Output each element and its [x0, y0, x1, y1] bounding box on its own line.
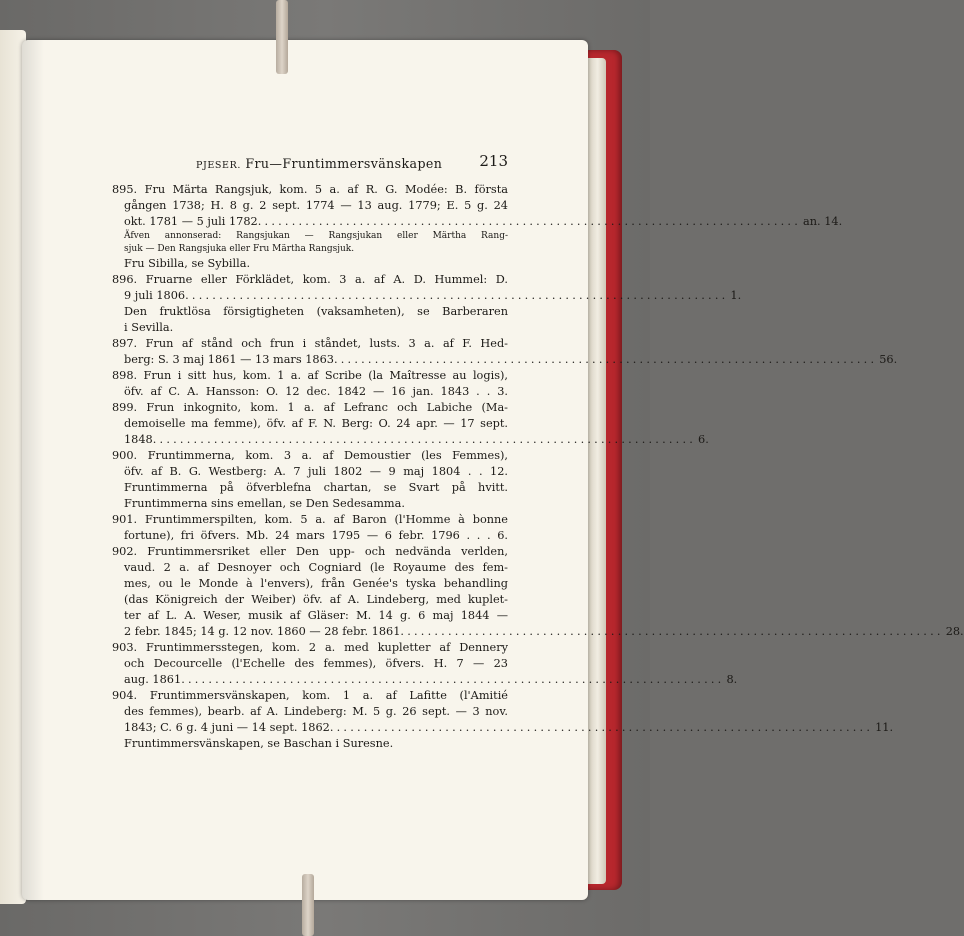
- text-line: öfv. af B. G. Westberg: A. 7 juli 1802 — 9 maj 1804 . . 12.: [124, 465, 508, 478]
- line-end-value: 28.: [945, 625, 964, 638]
- text-line: Den fruktlösa försigtigheten (vaksamheten), se Barberaren: [124, 305, 508, 318]
- text-line: des femmes), bearb. af A. Lindeberg: M. 5 g. 26 sept. — 3 nov.: [124, 705, 508, 718]
- line-text: berg: S. 3 maj 1861 — 13 mars 1863: [124, 353, 334, 366]
- line-text: aug. 1861: [124, 673, 182, 686]
- text-line: [112, 624, 964, 640]
- text-line: och Decourcelle (l'Echelle des femmes), öfvers. H. 7 — 23: [124, 657, 508, 670]
- line-text: 2 febr. 1845; 14 g. 12 nov. 1860 — 28 febr. 1861: [124, 625, 401, 638]
- text-line: Äfven annonserad: Rangsjukan — Rangsjukan eller Märtha Rang-: [124, 231, 508, 241]
- text-line: 899. Frun inkognito, kom. 1 a. af Lefranc och Labiche (Ma-: [112, 401, 508, 414]
- text-line: 896. Fruarne eller Förklädet, kom. 3 a. af A. D. Hummel: D.: [112, 273, 508, 286]
- bookmark-ribbon-bottom: [302, 874, 314, 936]
- line-text: 1843; C. 6 g. 4 juni — 14 sept. 1862: [124, 721, 330, 734]
- line-text: 1848: [124, 433, 153, 446]
- line-text: 9 juli 1806: [124, 289, 186, 302]
- line-text: okt. 1781 — 5 juli 1782: [124, 215, 258, 228]
- line-end-value: 56.: [879, 353, 898, 366]
- dot-leader: ................................................................................: [400, 625, 944, 638]
- text-line: Fruntimmerna på öfverblefna chartan, se Svart på hvitt.: [124, 481, 508, 494]
- text-line: 898. Frun i sitt hus, kom. 1 a. af Scribe (la Maîtresse au logis),: [112, 369, 508, 382]
- text-line: 897. Frun af stånd och frun i ståndet, lusts. 3 a. af F. Hed-: [112, 337, 508, 350]
- entries-list: [112, 182, 964, 752]
- text-line: gången 1738; H. 8 g. 2 sept. 1774 — 13 aug. 1779; E. 5 g. 24: [124, 199, 508, 212]
- text-line: vaud. 2 a. af Desnoyer och Cogniard (le Royaume des fem-: [124, 561, 508, 574]
- text-line: 900. Fruntimmerna, kom. 3 a. af Demoustier (les Femmes),: [112, 449, 508, 462]
- gutter-shadow: [22, 40, 44, 900]
- running-head: [112, 148, 508, 176]
- text-line: 904. Fruntimmersvänskapen, kom. 1 a. af Lafitte (l'Amitié: [112, 689, 508, 702]
- text-line: 901. Fruntimmerspilten, kom. 5 a. af Baron (l'Homme à bonne: [112, 513, 508, 526]
- text-line: (das Königreich der Weiber) öfv. af A. Lindeberg, med kuplet-: [124, 593, 508, 606]
- text-line: demoiselle ma femme), öfv. af F. N. Berg: O. 24 apr. — 17 sept.: [124, 417, 508, 430]
- text-line: [112, 288, 742, 304]
- dot-leader: ................................................................................: [152, 433, 697, 446]
- bookmark-ribbon-top: [276, 0, 288, 74]
- text-line: [112, 432, 709, 448]
- dot-leader: ................................................................................: [181, 673, 725, 686]
- text-line: Fruntimmerna sins emellan, se Den Sedesamma.: [124, 497, 405, 510]
- text-line: 902. Fruntimmersriket eller Den upp- och nedvända verlden,: [112, 545, 508, 558]
- line-end-value: 11.: [875, 721, 894, 734]
- page-number: 213: [479, 152, 508, 170]
- text-line: ter af L. A. Weser, musik af Gläser: M. 14 g. 6 maj 1844 —: [124, 609, 508, 622]
- text-line: 895. Fru Märta Rangsjuk, kom. 5 a. af R. G. Modée: B. första: [112, 183, 508, 196]
- text-line: [112, 720, 894, 736]
- running-head-left: PJESER.: [196, 160, 241, 171]
- text-line: [112, 214, 843, 230]
- text-line: fortune), fri öfvers. Mb. 24 mars 1795 — 6 febr. 1796 . . . 6.: [124, 529, 508, 542]
- text-line: Fruntimmersvänskapen, se Baschan i Suresne.: [124, 737, 394, 750]
- text-line: 903. Fruntimmersstegen, kom. 2 a. med kupletter af Dennery: [112, 641, 508, 654]
- text-line: sjuk — Den Rangsjuka eller Fru Märtha Rangsjuk.: [124, 244, 355, 254]
- text-line: Fru Sibilla, se Sybilla.: [124, 257, 251, 270]
- text-line: [112, 352, 898, 368]
- line-end-value: 8.: [726, 673, 738, 686]
- text-line: i Sevilla.: [124, 321, 174, 334]
- line-end-value: 6.: [698, 433, 709, 446]
- running-head-title: [196, 156, 442, 171]
- text-line: [112, 672, 738, 688]
- page-content: [112, 148, 964, 750]
- dot-leader: ................................................................................: [329, 721, 874, 734]
- text-line: mes, ou le Monde à l'envers), från Genée's tyska behandling: [124, 577, 508, 590]
- text-line: öfv. af C. A. Hansson: O. 12 dec. 1842 — 16 jan. 1843 . . 3.: [124, 385, 508, 398]
- dot-leader: ................................................................................: [257, 215, 802, 228]
- dot-leader: ................................................................................: [185, 289, 729, 302]
- line-end-value: 1.: [730, 289, 742, 302]
- running-head-center: Fru—Fruntimmersvänskapen: [245, 156, 443, 171]
- dot-leader: ................................................................................: [333, 353, 878, 366]
- line-end-value: an. 14.: [803, 215, 843, 228]
- book-page: [22, 40, 964, 900]
